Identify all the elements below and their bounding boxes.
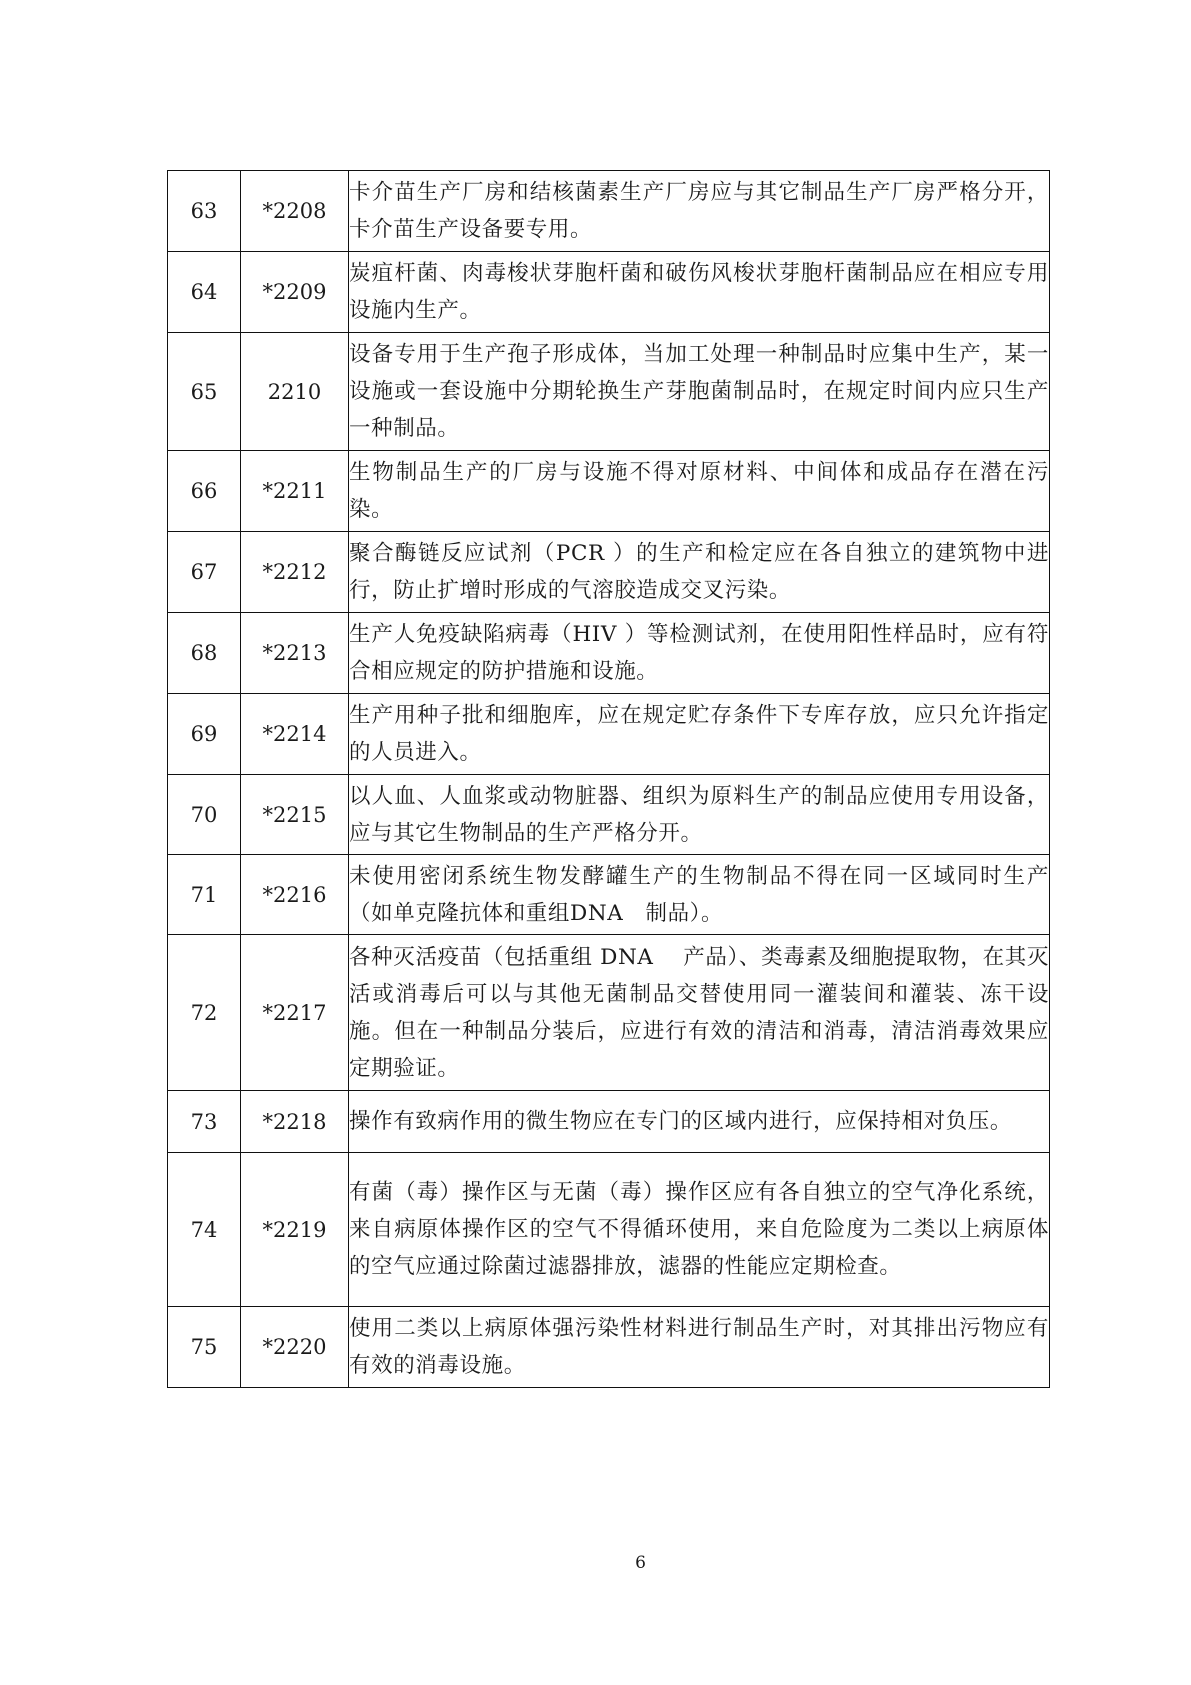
table-row	[168, 1091, 1050, 1153]
row-number: 71	[168, 855, 241, 935]
item-text: 生物制品生产的厂房与设施不得对原材料、中间体和成品存在潜在污染。	[349, 451, 1050, 532]
item-text: 未使用密闭系统生物发酵罐生产的生物制品不得在同一区域同时生产（如单克隆抗体和重组DNA 制品）。	[349, 855, 1050, 935]
row-number: 65	[168, 333, 241, 451]
item-text: 以人血、人血浆或动物脏器、组织为原料生产的制品应使用专用设备，应与其它生物制品的生产严格分开。	[349, 775, 1050, 855]
item-text: 生产用种子批和细胞库，应在规定贮存条件下专库存放，应只允许指定的人员进入。	[349, 694, 1050, 775]
row-number: 69	[168, 694, 241, 775]
item-code: *2214	[241, 694, 349, 775]
table-row	[168, 252, 1050, 333]
row-number: 66	[168, 451, 241, 532]
item-code: *2209	[241, 252, 349, 333]
item-text: 生产人免疫缺陷病毒（HIV ）等检测试剂，在使用阳性样品时，应有符合相应规定的防护措施和设施。	[349, 613, 1050, 694]
row-number: 63	[168, 171, 241, 252]
row-number: 67	[168, 532, 241, 613]
table-row	[168, 935, 1050, 1091]
item-code: *2216	[241, 855, 349, 935]
item-code: *2211	[241, 451, 349, 532]
row-number: 73	[168, 1091, 241, 1153]
table-row	[168, 855, 1050, 935]
item-code: *2215	[241, 775, 349, 855]
item-text: 各种灭活疫苗（包括重组 DNA 产品）、类毒素及细胞提取物，在其灭活或消毒后可以与其他无菌制品交替使用同一灌装间和灌装、冻干设施。但在一种制品分装后，应进行有效的清洁和消毒，清洁消毒效果应定期验证。	[349, 935, 1050, 1091]
item-text: 使用二类以上病原体强污染性材料进行制品生产时，对其排出污物应有有效的消毒设施。	[349, 1307, 1050, 1388]
row-number: 74	[168, 1153, 241, 1307]
page-number: 6	[635, 1553, 646, 1573]
item-code: *2219	[241, 1153, 349, 1307]
item-text: 卡介苗生产厂房和结核菌素生产厂房应与其它制品生产厂房严格分开，卡介苗生产设备要专用。	[349, 171, 1050, 252]
item-text: 聚合酶链反应试剂（PCR ）的生产和检定应在各自独立的建筑物中进行，防止扩增时形成的气溶胶造成交叉污染。	[349, 532, 1050, 613]
item-text: 炭疽杆菌、肉毒梭状芽胞杆菌和破伤风梭状芽胞杆菌制品应在相应专用设施内生产。	[349, 252, 1050, 333]
item-text: 设备专用于生产孢子形成体，当加工处理一种制品时应集中生产，某一设施或一套设施中分期轮换生产芽胞菌制品时，在规定时间内应只生产一种制品。	[349, 333, 1050, 451]
table-row	[168, 171, 1050, 252]
item-text: 有菌（毒）操作区与无菌（毒）操作区应有各自独立的空气净化系统，来自病原体操作区的空气不得循环使用，来自危险度为二类以上病原体的空气应通过除菌过滤器排放，滤器的性能应定期检查。	[349, 1153, 1050, 1307]
item-code: *2208	[241, 171, 349, 252]
table-row	[168, 1307, 1050, 1388]
table-row	[168, 613, 1050, 694]
row-number: 75	[168, 1307, 241, 1388]
item-code: *2217	[241, 935, 349, 1091]
table-row	[168, 532, 1050, 613]
row-number: 70	[168, 775, 241, 855]
item-code: *2218	[241, 1091, 349, 1153]
row-number: 68	[168, 613, 241, 694]
table-row	[168, 1153, 1050, 1307]
table-row	[168, 333, 1050, 451]
regulation-table	[167, 170, 1050, 1388]
row-number: 64	[168, 252, 241, 333]
row-number: 72	[168, 935, 241, 1091]
item-code: 2210	[241, 333, 349, 451]
item-code: *2212	[241, 532, 349, 613]
table-row	[168, 451, 1050, 532]
table-row	[168, 775, 1050, 855]
item-code: *2220	[241, 1307, 349, 1388]
item-text: 操作有致病作用的微生物应在专门的区域内进行，应保持相对负压。	[349, 1091, 1050, 1153]
table-row	[168, 694, 1050, 775]
item-code: *2213	[241, 613, 349, 694]
